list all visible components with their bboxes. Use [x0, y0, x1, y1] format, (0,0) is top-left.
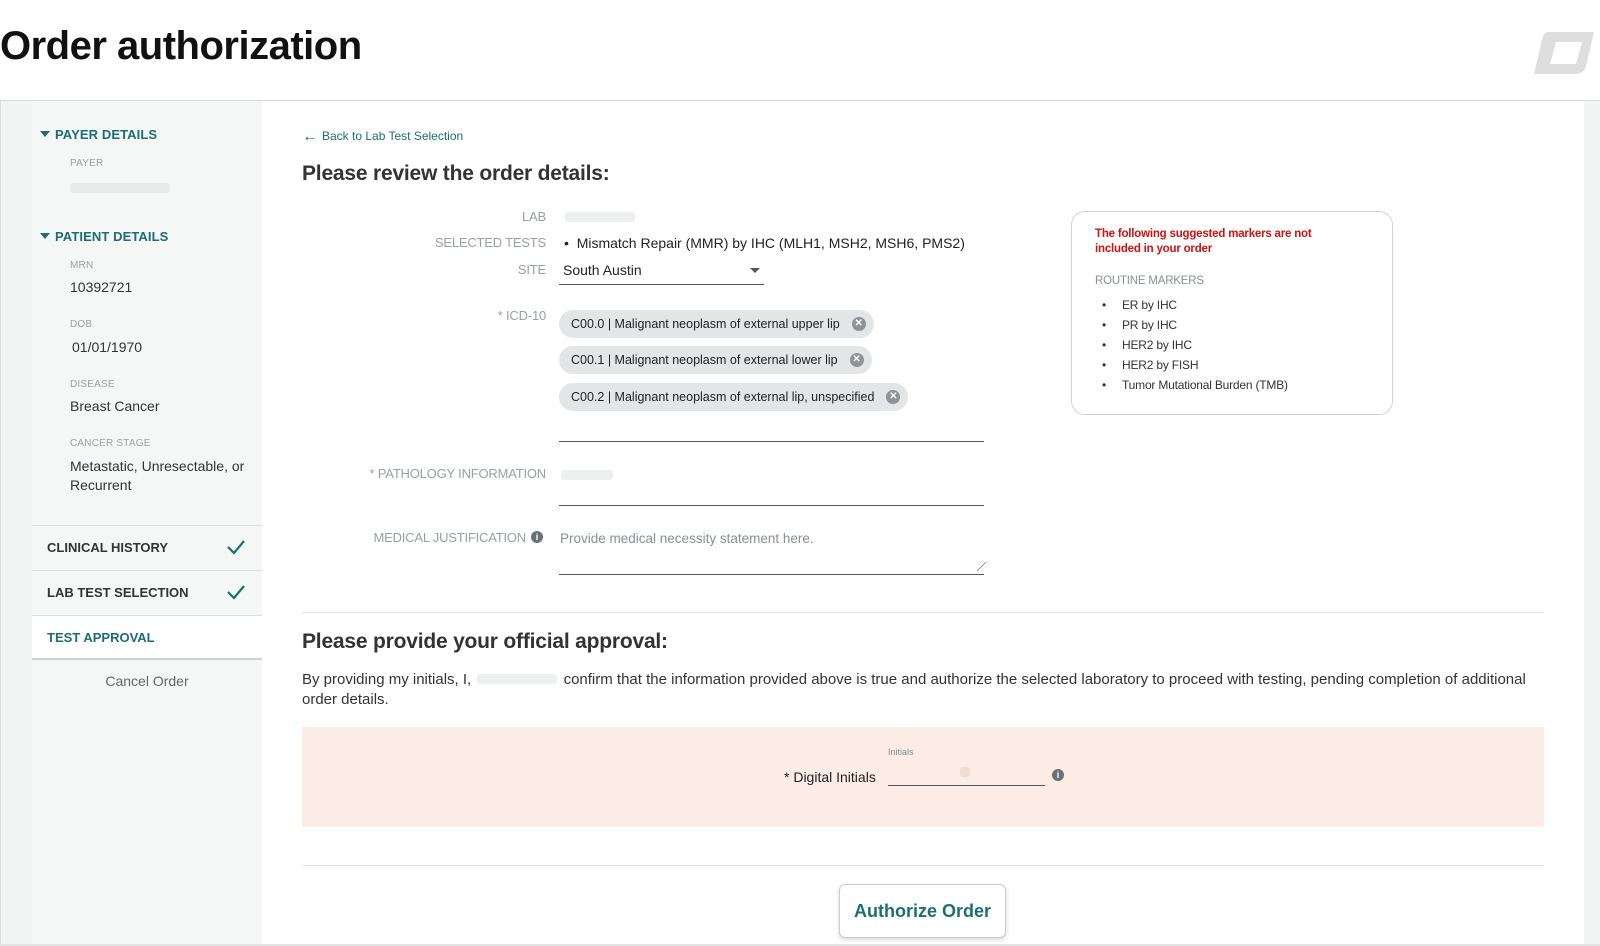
remove-chip-icon[interactable]: ✕	[850, 353, 864, 367]
initials-small-label: Initials	[888, 747, 914, 757]
caret-down-icon	[40, 131, 50, 137]
approval-heading: Please provide your official approval:	[302, 630, 668, 653]
site-label: SITE	[517, 262, 546, 277]
back-link-label: Back to Lab Test Selection	[322, 129, 464, 143]
nav-test-approval[interactable]	[32, 615, 262, 660]
section-divider	[302, 865, 1544, 866]
marker-item: • ER by IHC	[1095, 295, 1288, 315]
marker-item: • PR by IHC	[1095, 315, 1288, 335]
consent-prefix: By providing my initials, I,	[302, 671, 472, 688]
icd10-chip	[559, 346, 872, 374]
cancer-stage-value: Metastatic, Unresectable, or Recurrent	[70, 458, 245, 493]
nav-lab-test-selection-label: LAB TEST SELECTION	[47, 585, 189, 600]
nav-lab-test-selection[interactable]	[32, 570, 262, 615]
icd10-input[interactable]	[559, 441, 984, 442]
caret-down-icon	[40, 233, 50, 239]
patient-details-label: PATIENT DETAILS	[55, 229, 169, 244]
routine-markers-title: ROUTINE MARKERS	[1095, 275, 1204, 287]
section-divider	[302, 612, 1544, 613]
dob-label: DOB	[70, 319, 93, 330]
site-select-value: South Austin	[563, 262, 642, 278]
lab-value-redacted	[565, 212, 635, 222]
disease-label: DISEASE	[70, 379, 115, 390]
selected-test-name: Mismatch Repair (MMR) by IHC (MLH1, MSH2, MSH6, PMS2)	[576, 235, 965, 251]
disease-value: Breast Cancer	[70, 398, 160, 414]
resize-grip-icon[interactable]	[969, 562, 987, 571]
mrn-value: 10392721	[70, 279, 133, 295]
left-gutter	[0, 101, 32, 946]
dob-value: 01/01/1970	[72, 339, 143, 355]
routine-markers-list	[1095, 295, 1288, 395]
info-icon[interactable]: i	[531, 531, 543, 543]
payer-details-label: PAYER DETAILS	[55, 127, 158, 142]
brand-logo-icon	[1530, 28, 1596, 76]
medical-justification-placeholder: Provide medical necessity statement here.	[560, 531, 814, 546]
suggested-markers-panel	[1071, 211, 1393, 415]
medical-justification-textarea[interactable]	[559, 523, 984, 575]
lab-label: LAB	[522, 209, 546, 224]
back-to-lab-test-selection-link[interactable]	[302, 128, 463, 146]
nav-clinical-history[interactable]	[32, 525, 262, 570]
pathology-value-redacted	[561, 470, 613, 480]
icd10-chip-label: C00.0 | Malignant neoplasm of external upper lip	[571, 317, 840, 331]
markers-warning: The following suggested markers are not included in your order	[1095, 228, 1312, 255]
digital-initials-label: * Digital Initials	[784, 769, 876, 785]
arrow-left-icon: ←	[302, 128, 318, 145]
patient-details-toggle[interactable]	[40, 229, 168, 244]
check-icon	[226, 584, 246, 600]
initials-value-redacted	[960, 767, 970, 777]
info-icon[interactable]: i	[1052, 769, 1064, 781]
digital-initials-box	[302, 727, 1544, 827]
selected-test-item: • Mismatch Repair (MMR) by IHC (MLH1, MSH2, MSH6, PMS2)	[564, 235, 965, 251]
review-heading: Please review the order details:	[302, 162, 610, 185]
pathology-information-label: * PATHOLOGY INFORMATION	[369, 466, 546, 481]
icd10-chip-label: C00.1 | Malignant neoplasm of external lower lip	[571, 353, 838, 367]
remove-chip-icon[interactable]: ✕	[886, 390, 900, 404]
mrn-label: MRN	[70, 260, 94, 271]
payer-value-redacted	[70, 183, 170, 193]
cancel-order-link[interactable]: Cancel Order	[105, 673, 189, 689]
sidebar	[32, 101, 262, 946]
digital-initials-input[interactable]	[888, 785, 1045, 786]
pathology-information-input[interactable]	[559, 505, 984, 506]
consent-suffix: confirm that the information provided above is true and authorize the selected laboratory to proceed with testing, pending completion of additional order details.	[302, 671, 1526, 708]
icd10-label: * ICD-10	[497, 308, 546, 323]
nav-test-approval-label: TEST APPROVAL	[47, 630, 155, 645]
check-icon	[226, 539, 246, 555]
icd10-chip	[559, 383, 908, 411]
payer-details-toggle[interactable]	[40, 127, 157, 142]
chevron-down-icon	[750, 268, 760, 273]
page-title: Order authorization	[0, 24, 362, 68]
payer-label: PAYER	[70, 158, 104, 169]
authorize-order-button[interactable]: Authorize Order	[839, 884, 1006, 938]
nav-clinical-history-label: CLINICAL HISTORY	[47, 540, 169, 555]
cancer-stage-label: CANCER STAGE	[70, 438, 151, 449]
medical-justification-label: MEDICAL JUSTIFICATION	[373, 530, 526, 545]
selected-tests-label: SELECTED TESTS	[434, 235, 546, 250]
icd10-chip	[559, 310, 874, 338]
marker-item: • Tumor Mutational Burden (TMB)	[1095, 375, 1288, 395]
marker-item: • HER2 by FISH	[1095, 355, 1288, 375]
site-select[interactable]	[559, 259, 764, 285]
icd10-chip-label: C00.2 | Malignant neoplasm of external lip, unspecified	[571, 390, 875, 404]
remove-chip-icon[interactable]: ✕	[852, 317, 866, 331]
marker-item: • HER2 by IHC	[1095, 335, 1288, 355]
right-gutter	[1584, 101, 1600, 946]
user-name-redacted	[477, 674, 557, 684]
consent-statement	[302, 670, 1544, 710]
